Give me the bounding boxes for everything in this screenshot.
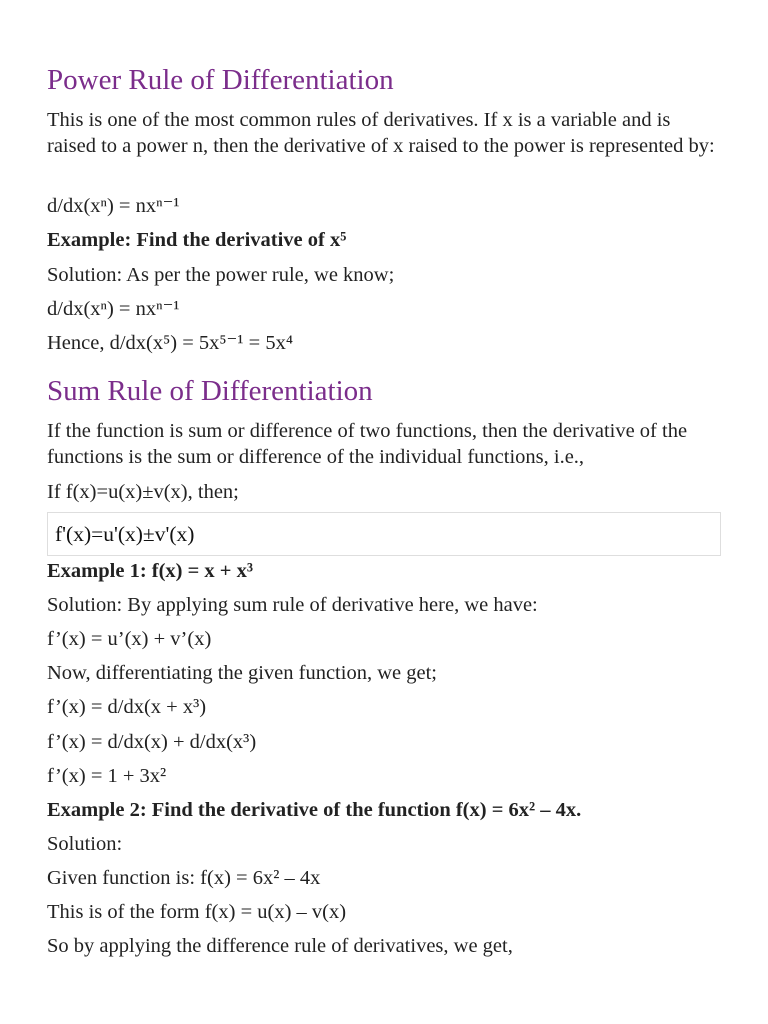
power-rule-heading: Power Rule of Differentiation: [47, 64, 394, 96]
power-rule-intro: This is one of the most common rules of derivatives. If x is a variable and is raised to a power n, then the derivative of x raised to the power is represented by:: [47, 109, 715, 157]
example-2-apply: So by applying the difference rule of derivatives, we get,: [47, 935, 513, 957]
sum-rule-formula: f'(x)=u'(x)±v'(x): [55, 522, 195, 546]
power-rule-formula: d/dx(xⁿ) = nxⁿ⁻¹: [47, 195, 180, 217]
example-1-solution: Solution: By applying sum rule of derivative here, we have:: [47, 594, 538, 616]
power-rule-example-heading: Example: Find the derivative of x⁵: [47, 229, 347, 251]
power-rule-result: Hence, d/dx(x⁵) = 5x⁵⁻¹ = 5x⁴: [47, 332, 293, 354]
example-2-heading: Example 2: Find the derivative of the function f(x) = 6x² – 4x.: [47, 799, 582, 821]
example-1-step-4: f’(x) = d/dx(x) + d/dx(x³): [47, 731, 257, 753]
example-1-step-1: f’(x) = u’(x) + v’(x): [47, 628, 212, 650]
sum-rule-intro: If the function is sum or difference of two functions, then the derivative of the functions is the sum or difference of the individual functions, i.e.,: [47, 420, 688, 468]
sum-rule-heading: Sum Rule of Differentiation: [47, 375, 373, 407]
example-1-step-3: f’(x) = d/dx(x + x³): [47, 696, 207, 718]
example-2-solution-label: Solution:: [47, 833, 123, 855]
example-1-heading: Example 1: f(x) = x + x³: [47, 560, 254, 582]
sum-rule-condition: If f(x)=u(x)±v(x), then;: [47, 481, 239, 503]
power-rule-formula-repeat: d/dx(xⁿ) = nxⁿ⁻¹: [47, 298, 180, 320]
example-2-given: Given function is: f(x) = 6x² – 4x: [47, 867, 321, 889]
example-1-result: f’(x) = 1 + 3x²: [47, 765, 167, 787]
example-2-form: This is of the form f(x) = u(x) – v(x): [47, 901, 347, 923]
power-rule-solution: Solution: As per the power rule, we know;: [47, 264, 395, 286]
sum-rule-formula-box: [47, 512, 721, 556]
example-1-step-2: Now, differentiating the given function, we get;: [47, 662, 437, 684]
